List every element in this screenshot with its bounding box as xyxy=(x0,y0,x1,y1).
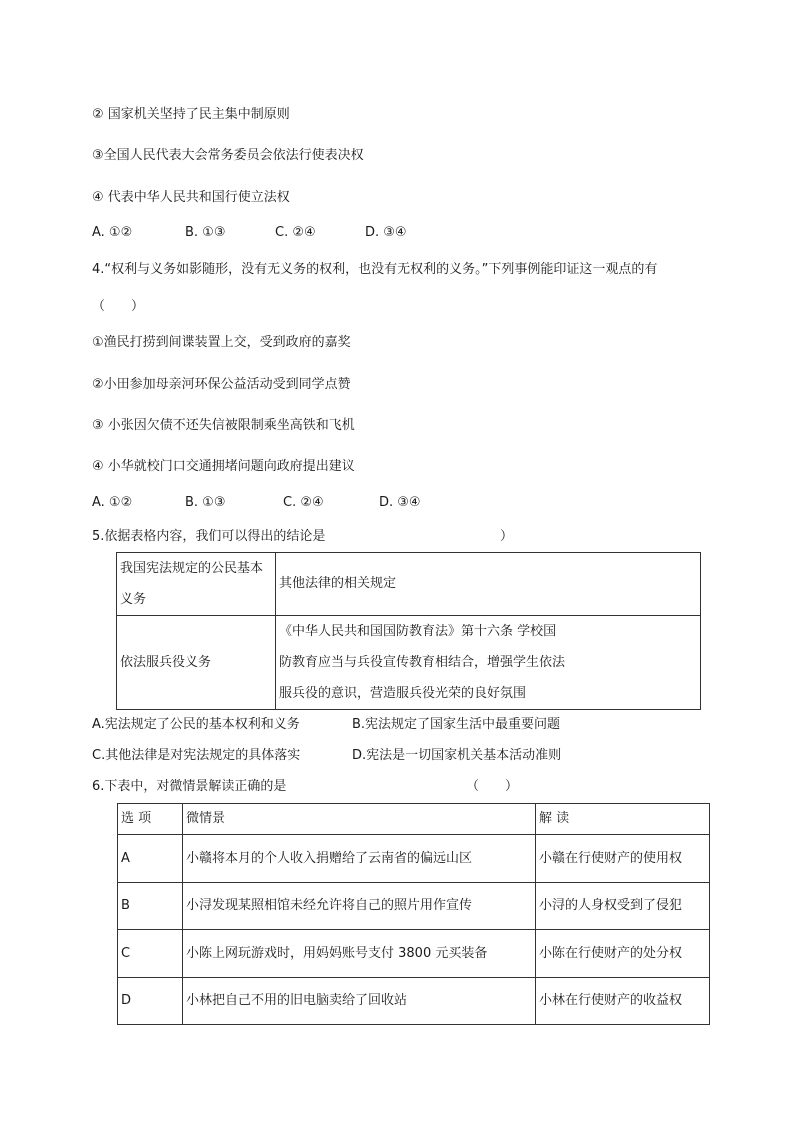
q6-table-row xyxy=(118,835,710,883)
q5-answer-bracket: ） xyxy=(500,529,514,544)
q5-option-a[interactable]: A.宪法规定了公民的基本权利和义务 xyxy=(92,717,300,732)
q4-statement-3: ③ 小张因欠债不还失信被限制乘坐高铁和飞机 xyxy=(92,418,355,433)
q4-option-c[interactable]: C. ②④ xyxy=(283,495,324,510)
q5-table xyxy=(116,552,701,710)
q3-option-d[interactable]: D. ③④ xyxy=(365,225,407,240)
q5-header-right: 其他法律的相关规定 xyxy=(276,553,701,616)
q4-stem: 4.“权利与义务如影随形，没有无义务的权利，也没有无权利的义务。”下列事例能印证这一观点的有 xyxy=(92,262,658,277)
q6-row-c-option: C xyxy=(118,930,183,978)
q6-table xyxy=(117,803,710,1025)
q4-statement-1: ①渔民打捞到间谍装置上交，受到政府的嘉奖 xyxy=(92,335,351,350)
q3-statement-3: ③全国人民代表大会常务委员会依法行使表决权 xyxy=(92,148,364,163)
q6-header-option: 选 项 xyxy=(118,804,183,835)
q6-row-c-interpretation: 小陈在行使财产的处分权 xyxy=(536,930,710,978)
q5-table-header-row xyxy=(117,553,701,616)
q6-row-d-scenario: 小林把自己不用的旧电脑卖给了回收站 xyxy=(183,978,536,1025)
q3-option-b[interactable]: B. ①③ xyxy=(185,225,226,240)
q4-statement-4: ④ 小华就校门口交通拥堵问题向政府提出建议 xyxy=(92,459,355,474)
q5-stem: 5.依据表格内容，我们可以得出的结论是 xyxy=(92,529,326,544)
q6-row-b-scenario: 小浔发现某照相馆未经允许将自己的照片用作宣传 xyxy=(183,883,536,930)
q5-header-left-line-1: 我国宪法规定的公民基本 xyxy=(120,561,264,576)
q6-row-a-interpretation: 小赣在行使财产的使用权 xyxy=(536,835,710,883)
q6-row-a-scenario: 小赣将本月的个人收入捐赠给了云南省的偏远山区 xyxy=(183,835,536,883)
q3-option-c[interactable]: C. ②④ xyxy=(275,225,316,240)
q5-row-left: 依法服兵役义务 xyxy=(117,616,276,710)
q6-row-b-option: B xyxy=(118,883,183,930)
q4-option-a[interactable]: A. ①② xyxy=(92,495,133,510)
q6-header-scenario: 微情景 xyxy=(183,804,536,835)
q5-header-left xyxy=(117,553,276,616)
q6-row-c-scenario: 小陈上网玩游戏时，用妈妈账号支付 3800 元买装备 xyxy=(183,930,536,978)
q6-row-d-interpretation: 小林在行使财产的收益权 xyxy=(536,978,710,1025)
q6-table-row xyxy=(118,930,710,978)
q6-row-d-option: D xyxy=(118,978,183,1025)
q5-row-right-line-3: 服兵役的意识，营造服兵役光荣的良好氛围 xyxy=(279,686,527,701)
q5-row-right-line-1: 《中华人民共和国国防教育法》第十六条 学校国 xyxy=(279,624,557,639)
q6-row-a-option: A xyxy=(118,835,183,883)
q6-table-row xyxy=(118,978,710,1025)
q6-table-header-row xyxy=(118,804,710,835)
q5-row-right xyxy=(276,616,701,710)
q5-option-d[interactable]: D.宪法是一切国家机关基本活动准则 xyxy=(352,748,562,763)
q4-option-b[interactable]: B. ①③ xyxy=(185,495,226,510)
q4-answer-bracket: （ ） xyxy=(92,299,145,314)
q6-answer-bracket: （ ） xyxy=(466,779,519,794)
q5-table-row xyxy=(117,616,701,710)
q5-header-left-line-2: 义务 xyxy=(120,592,147,607)
q3-statement-2: ② 国家机关坚持了民主集中制原则 xyxy=(92,107,290,122)
q4-option-d[interactable]: D. ③④ xyxy=(379,495,421,510)
q6-table-row xyxy=(118,883,710,930)
q6-header-interpretation: 解 读 xyxy=(536,804,710,835)
q6-row-b-interpretation: 小浔的人身权受到了侵犯 xyxy=(536,883,710,930)
q5-row-right-line-2: 防教育应当与兵役宣传教育相结合，增强学生依法 xyxy=(279,655,566,670)
q6-stem: 6.下表中，对微情景解读正确的是 xyxy=(92,779,287,794)
q5-option-c[interactable]: C.其他法律是对宪法规定的具体落实 xyxy=(92,748,301,763)
q4-statement-2: ②小田参加母亲河环保公益活动受到同学点赞 xyxy=(92,377,351,392)
q3-option-a[interactable]: A. ①② xyxy=(92,225,133,240)
q3-statement-4: ④ 代表中华人民共和国行使立法权 xyxy=(92,190,290,205)
q5-option-b[interactable]: B.宪法规定了国家生活中最重要问题 xyxy=(352,717,561,732)
